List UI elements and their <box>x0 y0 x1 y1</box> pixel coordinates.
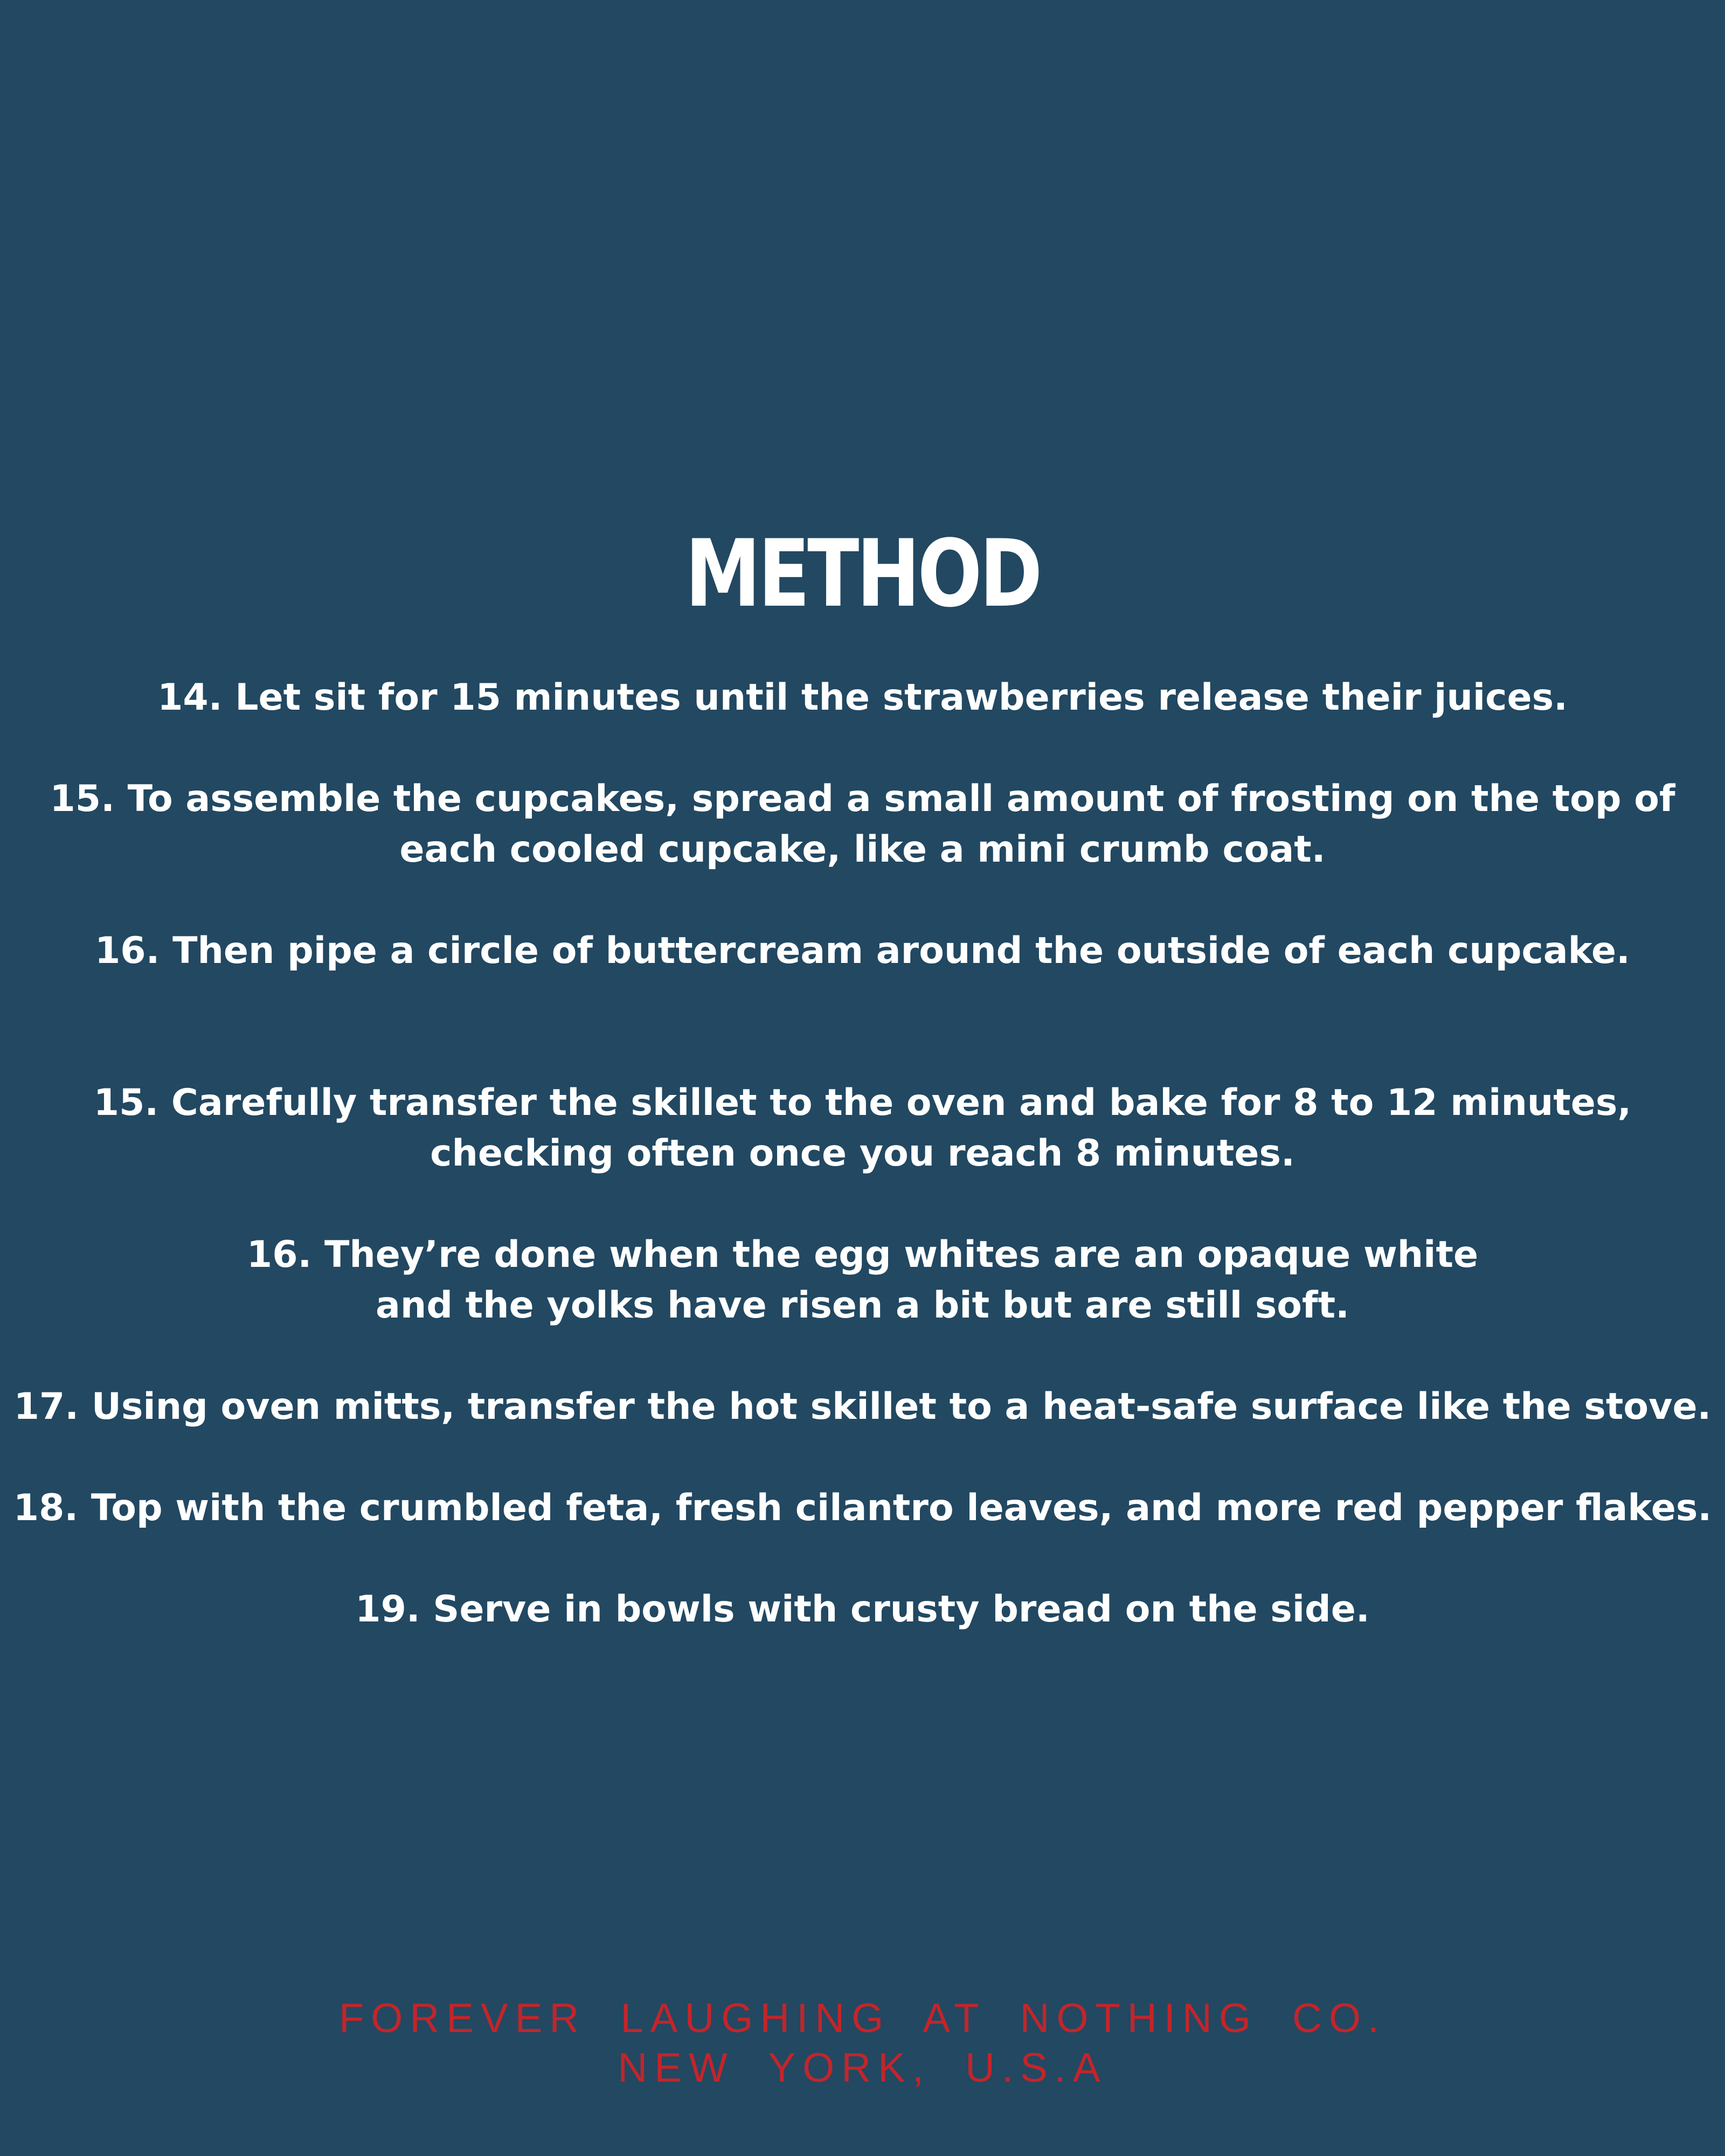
step-line: each cooled cupcake, like a mini crumb coat. <box>399 828 1326 871</box>
footer-company: FOREVER LAUGHING AT NOTHING CO. <box>338 1995 1387 2041</box>
step-line: checking often once you reach 8 minutes. <box>430 1132 1295 1175</box>
step-18-top <box>0 1483 1725 1534</box>
step-15-transfer <box>0 1078 1725 1179</box>
footer-location: NEW YORK, U.S.A <box>618 2045 1107 2091</box>
step-line: 16. They’re done when the egg whites are an opaque white <box>246 1233 1479 1276</box>
step-line: 15. Carefully transfer the skillet to the oven and bake for 8 to 12 minutes, <box>93 1082 1632 1124</box>
step-14-sit <box>0 673 1725 723</box>
step-line: 15. To assemble the cupcakes, spread a small amount of frosting on the top of <box>50 778 1675 820</box>
step-17-mitts <box>0 1382 1725 1432</box>
method-steps <box>0 673 1725 1635</box>
step-19-serve <box>0 1584 1725 1635</box>
step-line: 16. Then pipe a circle of buttercream around the outside of each cupcake. <box>94 930 1631 972</box>
brand-footer <box>0 1994 1725 2093</box>
step-line: and the yolks have risen a bit but are still soft. <box>376 1284 1349 1327</box>
page-title: METHOD <box>685 519 1040 628</box>
step-line: 14. Let sit for 15 minutes until the strawberries release their juices. <box>157 676 1568 719</box>
step-15-assemble <box>0 774 1725 875</box>
step-line: 17. Using oven mitts, transfer the hot skillet to a heat-safe surface like the stove. <box>13 1385 1712 1428</box>
step-line: 18. Top with the crumbled feta, fresh cilantro leaves, and more red pepper flakes. <box>13 1487 1712 1529</box>
step-line: 19. Serve in bowls with crusty bread on the side. <box>355 1588 1370 1631</box>
step-16-done <box>0 1230 1725 1331</box>
step-16-pipe <box>0 926 1725 976</box>
